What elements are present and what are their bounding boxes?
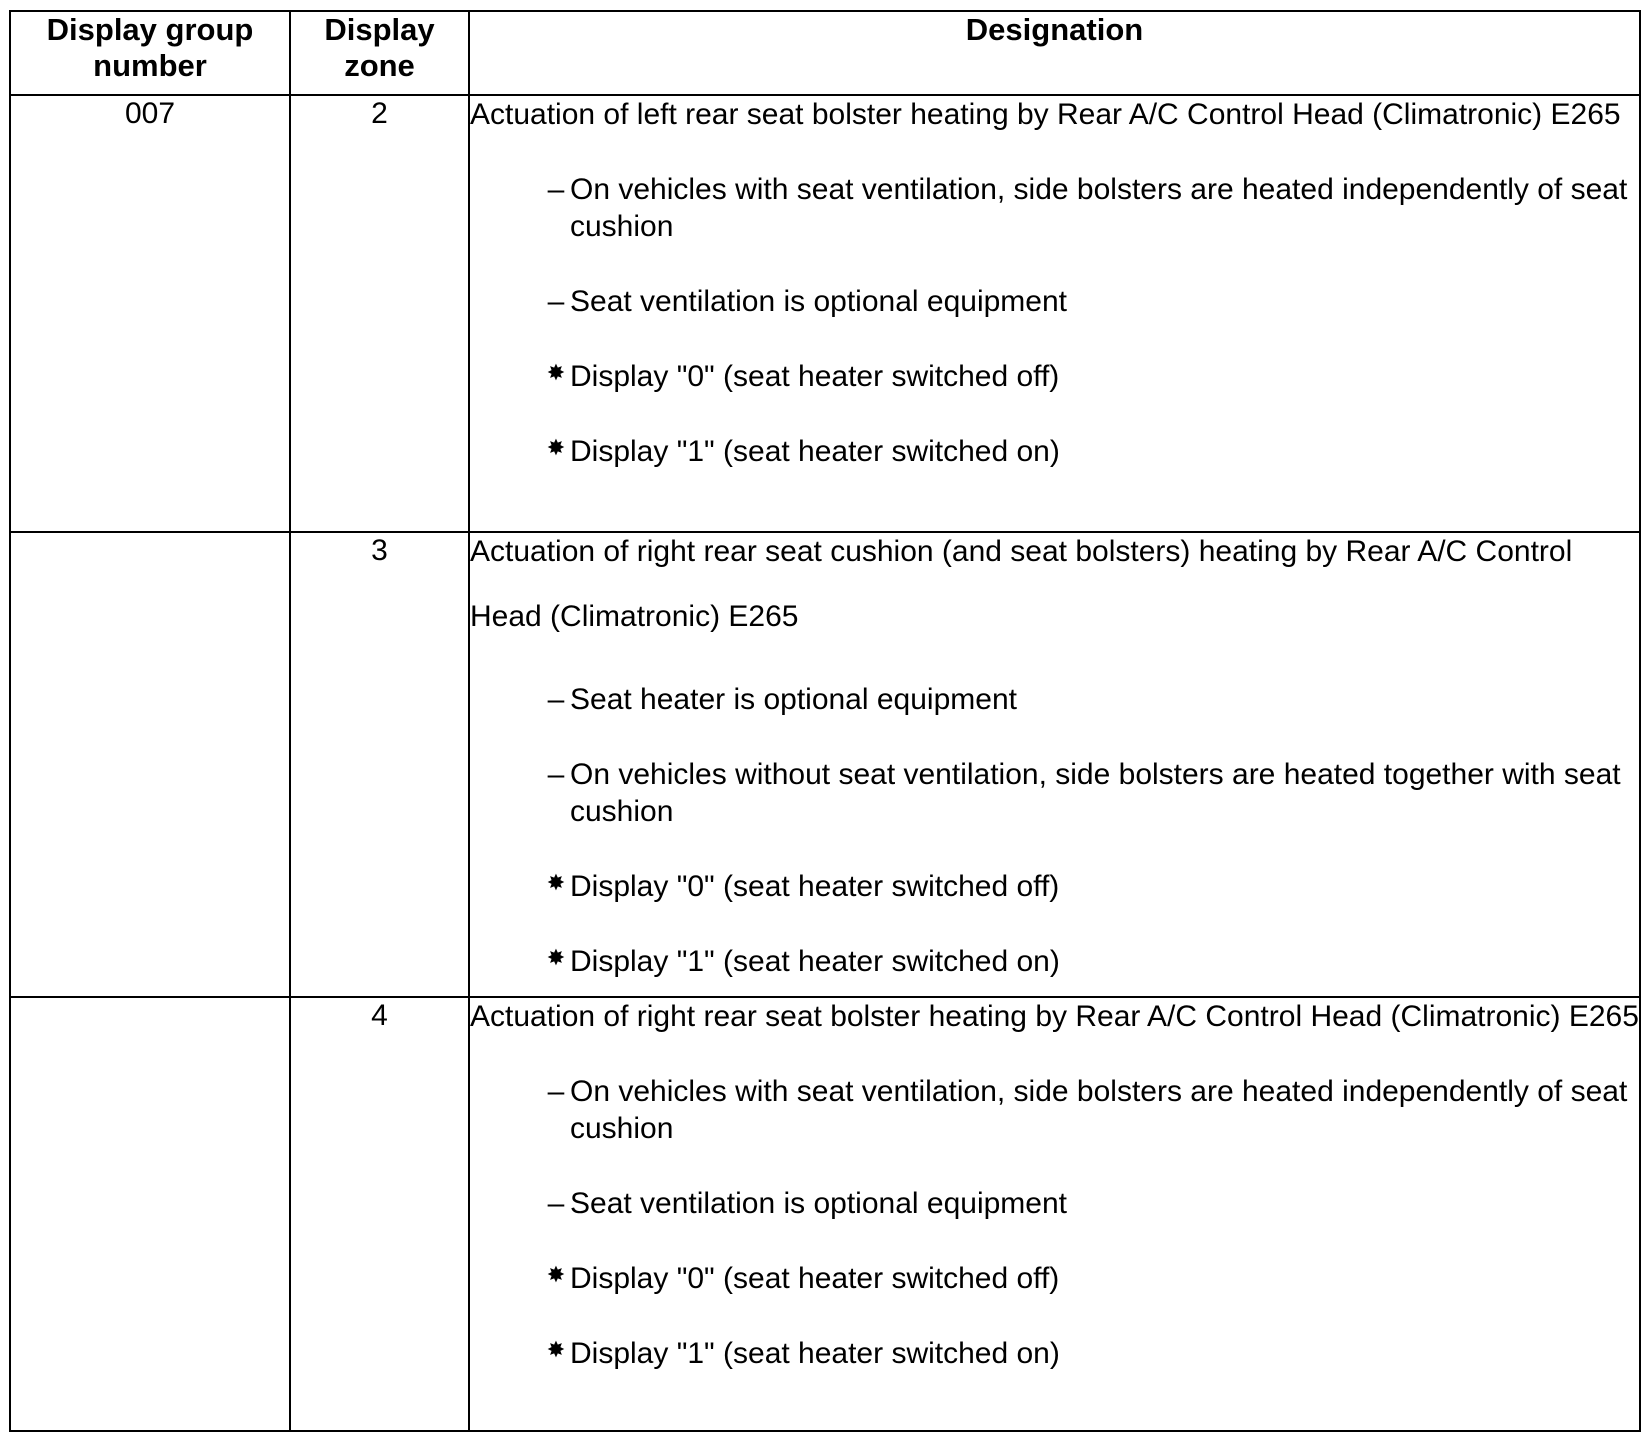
display-group-number-cell: [10, 997, 290, 1431]
dash-bullet-icon: –: [547, 285, 565, 318]
star-bullet-icon: ✸: [546, 945, 566, 970]
dash-bullet-icon: –: [547, 683, 565, 716]
note-item: [470, 681, 1639, 718]
designation-title: Actuation of right rear seat cushion (and seat bolsters) heating by Rear A/C Control Head (Climatronic) E265: [470, 535, 1573, 633]
designation-cell: [469, 532, 1640, 997]
designation-title: Actuation of right rear seat bolster heating by Rear A/C Control Head (Climatronic) E265: [470, 1000, 1639, 1033]
note-item: [470, 756, 1639, 830]
display-value-text: Display "0" (seat heater switched off): [570, 1262, 1060, 1295]
display-zone-cell: 3: [290, 532, 469, 997]
note-text: Seat ventilation is optional equipment: [570, 285, 1067, 318]
display-value-item: [470, 868, 1639, 905]
note-text: On vehicles with seat ventilation, side bolsters are heated independently of seat cushion: [570, 173, 1628, 243]
header-display-group-number: Display group number: [10, 11, 290, 95]
designation-cell: [469, 95, 1640, 532]
display-zone-cell: 2: [290, 95, 469, 532]
display-group-number-cell: 007: [10, 95, 290, 532]
star-bullet-icon: ✸: [546, 1337, 566, 1362]
display-zone-cell: 4: [290, 997, 469, 1431]
display-value-text: Display "0" (seat heater switched off): [570, 870, 1060, 903]
display-value-item: [470, 943, 1639, 980]
note-text: Seat ventilation is optional equipment: [570, 1187, 1067, 1220]
dash-bullet-icon: –: [547, 173, 565, 206]
display-value-text: Display "1" (seat heater switched on): [570, 435, 1060, 468]
table-row: [10, 95, 1640, 532]
header-designation: Designation: [469, 11, 1640, 95]
designation-title: Actuation of left rear seat bolster heating by Rear A/C Control Head (Climatronic) E265: [470, 98, 1621, 131]
display-value-item: [470, 1335, 1639, 1372]
display-value-text: Display "1" (seat heater switched on): [570, 1337, 1060, 1370]
note-item: [470, 171, 1639, 245]
dash-bullet-icon: –: [547, 1075, 565, 1108]
header-display-zone: Display zone: [290, 11, 469, 95]
display-group-number-cell: [10, 532, 290, 997]
dash-bullet-icon: –: [547, 758, 565, 791]
note-item: [470, 283, 1639, 320]
note-text: Seat heater is optional equipment: [570, 683, 1017, 716]
designation-cell: [469, 997, 1640, 1431]
display-value-item: [470, 358, 1639, 395]
star-bullet-icon: ✸: [546, 870, 566, 895]
table-row: [10, 997, 1640, 1431]
display-value-text: Display "1" (seat heater switched on): [570, 945, 1060, 978]
note-item: [470, 1073, 1639, 1147]
note-text: On vehicles with seat ventilation, side bolsters are heated independently of seat cushion: [570, 1075, 1628, 1145]
display-value-text: Display "0" (seat heater switched off): [570, 360, 1060, 393]
note-text: On vehicles without seat ventilation, side bolsters are heated together with seat cushion: [570, 758, 1621, 828]
star-bullet-icon: ✸: [546, 435, 566, 460]
display-value-item: [470, 1260, 1639, 1297]
star-bullet-icon: ✸: [546, 360, 566, 385]
table-row: [10, 532, 1640, 997]
dash-bullet-icon: –: [547, 1187, 565, 1220]
display-group-table: [9, 10, 1641, 1432]
display-value-item: [470, 433, 1639, 470]
note-item: [470, 1185, 1639, 1222]
star-bullet-icon: ✸: [546, 1262, 566, 1287]
header-row: [10, 11, 1640, 95]
